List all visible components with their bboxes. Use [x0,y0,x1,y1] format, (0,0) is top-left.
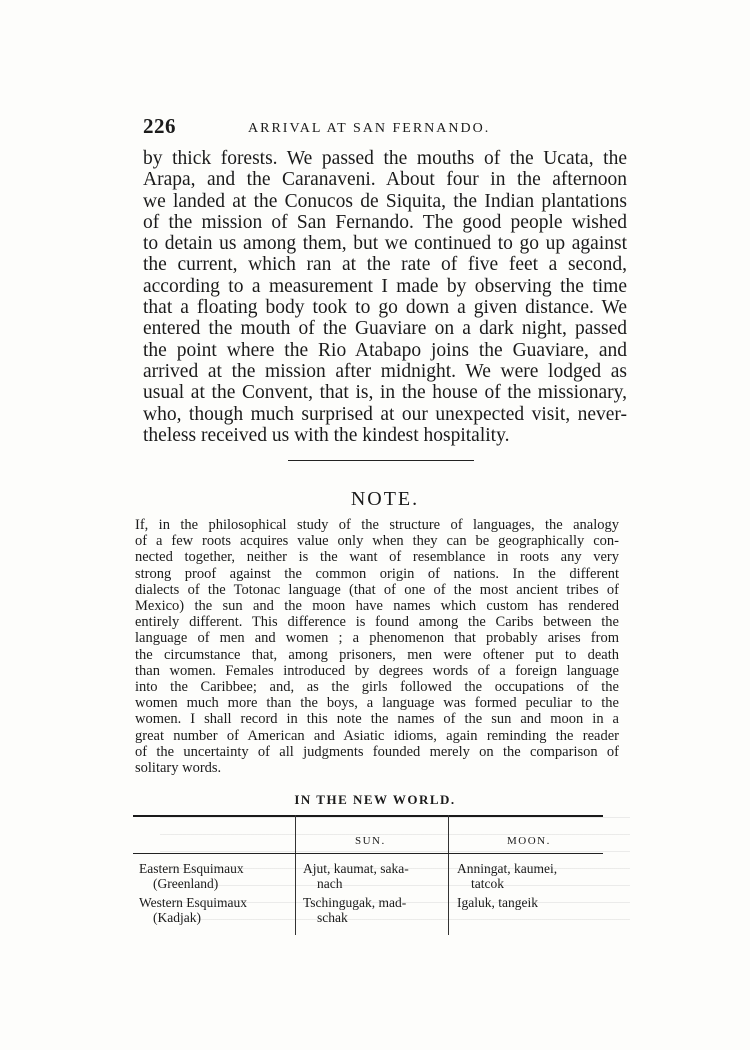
body-paragraph [143,148,627,446]
language-name: Western Esquimaux [139,895,248,910]
note-line: into the Caribbee; and, as the girls followed the occupations of the [135,679,619,696]
column-header-moon: MOON. [507,835,551,847]
body-line: Arapa, and the Caranaveni. About four in the afternoon [143,169,627,191]
note-line: nected together, neither is the want of resemblance in roots any very [135,549,619,566]
body-line: theless received us with the kindest hospitality. [143,424,510,446]
note-line: language of men and women ; a phenomenon that probably arises from [135,630,619,647]
note-line: women. I shall record in this note the names of the sun and moon in a [135,711,619,728]
body-line: by thick forests. We passed the mouths of the Ucata, the [143,148,627,169]
body-line: we landed at the Conucos de Siquita, the Indian plantations [143,190,627,212]
page-number: 226 [143,114,176,138]
note-line: solitary words. [135,760,222,777]
sun-words: Tschingugak, mad- [303,895,407,910]
moon-cell [457,861,601,891]
note-heading: NOTE. [350,488,420,510]
body-line: entered the mouth of the Guaviare on a dark night, passed [143,318,627,340]
column-divider [448,815,449,935]
language-cell [139,861,289,891]
language-region: (Kadjak) [153,910,201,925]
language-cell [139,895,289,925]
table-heading: IN THE NEW WORLD. [294,792,456,807]
body-line: of the mission of San Fernando. The good people wished [143,211,627,233]
body-line: according to a measurement I made by observing the time [143,275,627,297]
table-header-rule [133,853,603,854]
moon-words-cont: tatcok [471,876,504,891]
note-line: of a few roots acquires value only when they can be geographically con- [135,533,619,550]
note-line: strong proof against the common origin of nations. In the different [135,565,619,582]
moon-cell [457,895,601,910]
running-head: ARRIVAL AT SAN FERNANDO. [248,121,491,136]
moon-words: Anningat, kaumei, [457,861,558,876]
note-line: Mexico) the sun and the moon have names which custom has rendered [135,598,619,615]
note-line: entirely different. This difference is found among the Caribs between the [135,614,619,631]
column-header-sun: SUN. [355,835,386,847]
moon-words: Igaluk, tangeik [457,895,538,910]
language-region: (Greenland) [153,876,219,891]
language-name: Eastern Esquimaux [139,861,244,876]
body-line: to detain us among them, but we continued to go up against [143,233,627,255]
sun-words: Ajut, kaumat, saka- [303,861,409,876]
body-line: who, though much surprised at our unexpected visit, never- [143,403,627,425]
page-header [143,114,627,144]
body-line: the point where the Rio Atabapo joins the Guaviare, and [143,339,627,361]
sun-moon-table [133,815,603,935]
sun-words-cont: nach [317,876,343,891]
sun-cell [303,895,443,925]
note-line: the circumstance that, among prisoners, men were oftener put to death [135,646,619,663]
section-divider [288,460,474,461]
sun-words-cont: schak [317,910,348,925]
note-line: of the uncertainty of all judgments founded merely on the comparison of [135,743,619,760]
note-line: than women. Females introduced by degrees words of a foreign language [135,662,619,679]
note-line: If, in the philosophical study of the structure of languages, the analogy [135,517,619,533]
body-line: that a floating body took to go down a given distance. We [143,297,627,319]
body-line: arrived at the mission after midnight. We were lodged as [143,360,627,382]
note-line: great number of American and Asiatic idioms, again reminding the reader [135,727,619,744]
note-paragraph [135,517,619,776]
sun-cell [303,861,443,891]
column-divider [295,815,296,935]
note-line: women much more than the boys, a language was formed peculiar to the [135,695,619,712]
table-top-rule [133,815,603,817]
note-line: dialects of the Totonac language (that of one of the most ancient tribes of [135,581,619,598]
body-line: the current, which ran at the rate of five feet a second, [143,254,627,276]
body-line: usual at the Convent, that is, in the house of the missionary, [143,382,627,404]
